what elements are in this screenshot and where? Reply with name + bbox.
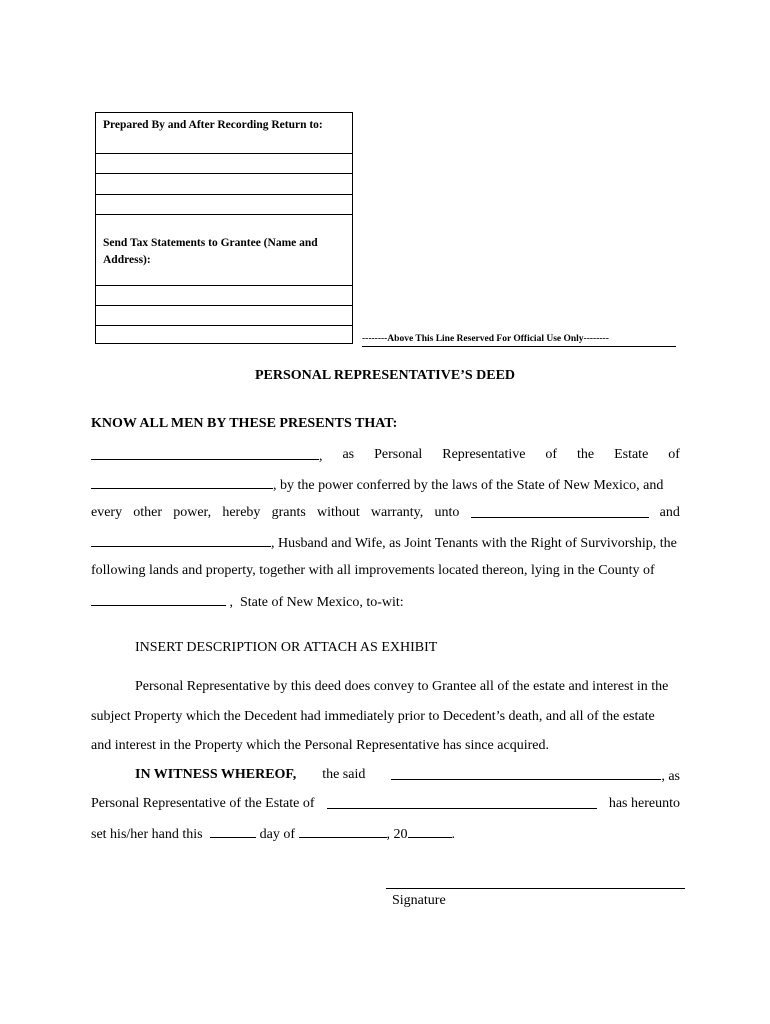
as-text: , as — [661, 769, 680, 784]
pr-estate-text: Personal Representative of the Estate of — [91, 796, 315, 811]
word: hereby — [222, 505, 261, 520]
prepared-by-label: Prepared By and After Recording Return to: — [103, 119, 323, 131]
in-witness-whereof: IN WITNESS WHEREOF, — [135, 767, 297, 782]
grantee-address-line-1[interactable] — [96, 285, 352, 286]
word: the — [577, 447, 595, 462]
insert-description-note: INSERT DESCRIPTION OR ATTACH AS EXHIBIT — [135, 640, 438, 655]
witness-name-blank[interactable] — [391, 766, 661, 780]
day-blank[interactable] — [210, 824, 256, 838]
deed-line-1 — [91, 446, 680, 466]
official-use-notice: --------Above This Line Reserved For Official Use Only-------- — [362, 332, 676, 347]
paragraph-2-line-1: Personal Representative by this deed does convey to Grantee all of the estate and interest in the — [135, 679, 669, 694]
deed-line-3 — [91, 504, 680, 522]
year-blank[interactable] — [408, 824, 452, 838]
period: . — [451, 827, 455, 842]
box-divider — [96, 214, 352, 215]
word: every — [91, 505, 123, 520]
deed-line-2-text: , by the power conferred by the laws of the State of New Mexico, and — [273, 478, 664, 493]
grantee-address-line-3[interactable] — [96, 325, 352, 326]
county-blank[interactable] — [91, 592, 226, 606]
word: Estate — [614, 447, 649, 462]
witness-line-3 — [91, 824, 680, 844]
deed-line-6-text: , State of New Mexico, to-wit: — [226, 595, 404, 610]
year-prefix-text: , 20 — [386, 827, 408, 842]
signature-label: Signature — [392, 893, 446, 908]
signature-line[interactable] — [386, 888, 685, 889]
know-all-men-heading: KNOW ALL MEN BY THESE PRESENTS THAT: — [91, 416, 398, 431]
word: Representative — [442, 447, 526, 462]
set-hand-text: set his/her hand this — [91, 827, 203, 842]
estate-name-blank[interactable] — [91, 475, 273, 489]
hereunto-text: has hereunto — [608, 796, 680, 811]
estate-of-blank[interactable] — [327, 795, 597, 809]
grantee-1-blank[interactable] — [471, 504, 649, 518]
word: unto — [434, 505, 460, 520]
return-address-line-1[interactable] — [96, 153, 352, 154]
word: warranty, — [370, 505, 424, 520]
return-address-line-2[interactable] — [96, 173, 352, 174]
recording-info-box — [95, 112, 353, 344]
month-blank[interactable] — [299, 824, 387, 838]
word: without — [316, 505, 360, 520]
deed-line-2 — [91, 475, 680, 495]
witness-name-group — [391, 766, 680, 786]
word: of — [668, 447, 680, 462]
paragraph-2-line-3: and interest in the Property which the Personal Representative has since acquired. — [91, 738, 549, 753]
deed-line-6 — [91, 592, 680, 612]
personal-representative-name-blank[interactable] — [91, 446, 319, 460]
witness-line-2 — [91, 795, 680, 813]
word: as — [342, 447, 355, 462]
word: Personal — [374, 447, 423, 462]
witness-line-1 — [135, 766, 680, 786]
send-tax-statements-label: Send Tax Statements to Grantee (Name and Address): — [103, 237, 318, 266]
personal-representative-name-group — [91, 446, 323, 466]
word: other — [133, 505, 163, 520]
paragraph-2-line-2: subject Property which the Decedent had immediately prior to Decedent’s death, and all of the estate — [91, 709, 655, 724]
comma: , — [319, 449, 323, 464]
word: grants — [271, 505, 306, 520]
grantee-address-line-2[interactable] — [96, 305, 352, 306]
deed-title: PERSONAL REPRESENTATIVE’S DEED — [254, 368, 516, 383]
deed-line-5: following lands and property, together with all improvements located thereon, lying in the County of — [91, 563, 655, 578]
word: of — [545, 447, 558, 462]
day-of-text: day of — [259, 827, 295, 842]
word: and — [659, 505, 680, 520]
grantee-2-blank[interactable] — [91, 533, 271, 547]
the-said-text: the said — [322, 767, 366, 782]
word: power, — [173, 505, 212, 520]
return-address-line-3[interactable] — [96, 194, 352, 195]
deed-line-4-text: , Husband and Wife, as Joint Tenants with the Right of Survivorship, the — [271, 536, 677, 551]
deed-line-4 — [91, 533, 680, 553]
